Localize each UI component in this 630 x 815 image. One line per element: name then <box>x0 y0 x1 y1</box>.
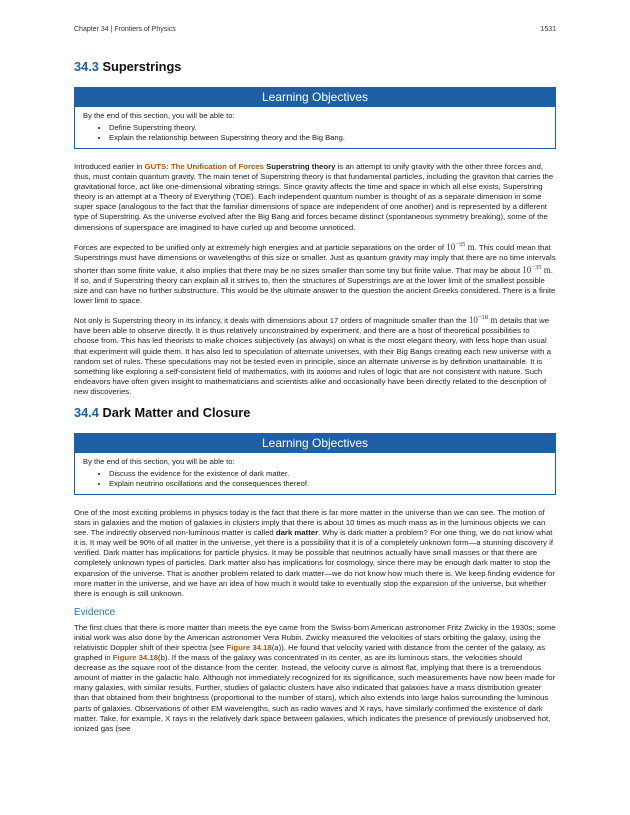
learning-objectives-intro: By the end of this section, you will be able to: <box>83 111 235 120</box>
text-run: Introduced earlier in <box>74 162 145 171</box>
objective-item: • Define Superstring theory. <box>109 123 547 133</box>
section-number: 34.3 <box>74 59 99 74</box>
text-run: Not only is Superstring theory in its infancy, it deals with dimensions about 17 orders of magnitude smaller than the <box>74 316 469 326</box>
paragraph <box>74 240 556 307</box>
math-expression <box>469 315 497 325</box>
math-unit: m <box>467 241 475 252</box>
learning-objectives-intro: By the end of this section, you will be able to: <box>83 456 235 466</box>
learning-objectives-body <box>75 107 555 148</box>
link-figure-34-18[interactable]: Figure 34.18 <box>112 653 159 663</box>
math-base: 10 <box>468 315 478 326</box>
page-number: 1531 <box>540 26 556 33</box>
running-header <box>74 26 556 33</box>
objective-item: • Discuss the evidence for the existence of dark matter. <box>109 469 547 479</box>
paragraph <box>74 313 556 397</box>
paragraph <box>74 623 556 734</box>
objective-item: • Explain the relationship between Superstring theory and the Big Bang. <box>109 133 547 143</box>
math-exponent: −18 <box>477 314 489 322</box>
section-number: 34.4 <box>74 404 99 420</box>
learning-objectives-title: Learning Objectives <box>75 434 555 453</box>
text-run: . This could mean that Superstrings must have dimensions or wavelengths of this size or smaller. Just as quantum gravity may imply that there are no time intervals shorter than some finite value, it also implies that there may be no sizes smaller than some tiny but finite value. That may be about <box>74 242 556 275</box>
objective-item: • Explain neutrino oscillations and the consequences thereof. <box>109 479 547 489</box>
math-unit: m <box>543 264 551 275</box>
text-run: . If so, and if Superstring theory can explain all it strives to, then the structures of Superstrings are at the lower limit of the smallest possible size and can have no further substructure. This would be the ultimate answer to the question the ancient Greeks considered. There is a finite lower limit to space. <box>74 265 556 306</box>
text-run: (b). If the mass of the galaxy was concentrated in its center, as are its luminous stars, the velocities should decrease as the square root of the distance from the center. Instead, the velocity curve is almost flat, implying that there is a tremendous amount of matter in the galactic halo. Although not immediately recognized for its significance, such measurements have now been made for many galaxies, with similar results. Further, studies of galactic clusters have also indicated that galaxies have a mass distribution greater than that obtained from their brightness (proportional to the number of stars), which also extends into large halos surrounding the luminous parts of galaxies. Observations of other EM wavelengths, such as radio waves and X rays, have similarly confirmed the existence of dark matter. Take, for example, X rays in the relatively dark space between galaxies, which indicates the presence of previously unobserved hot, ionized gas (see <box>74 653 556 733</box>
learning-objectives-list <box>83 469 547 489</box>
link-guts-unification[interactable]: GUTS: The Unification of Forces <box>144 162 264 171</box>
learning-objectives-box <box>74 87 556 149</box>
text-run: Forces are expected to be unified only at extremely high energies and at particle separations on the order of <box>74 242 447 252</box>
chapter-title: Chapter 34 | Frontiers of Physics <box>74 26 176 33</box>
term-superstring-theory: Superstring theory <box>263 162 336 171</box>
section-title: Dark Matter and Closure <box>102 404 251 420</box>
math-exponent: −35 <box>455 240 466 248</box>
math-exponent: −35 <box>531 263 542 271</box>
link-figure-34-18[interactable]: Figure 34.18 <box>226 643 272 652</box>
text-run: (a)). He found that velocity varied with distance from the center of the galaxy, as graphed in <box>74 643 546 663</box>
paragraph <box>74 508 556 599</box>
math-expression <box>446 242 474 252</box>
section-heading-superstrings <box>74 58 556 76</box>
learning-objectives-body <box>75 453 555 494</box>
math-base: 10 <box>522 264 532 275</box>
learning-objectives-list <box>83 123 547 143</box>
subheading-evidence: Evidence <box>74 606 116 618</box>
text-run: The first clues that there is more matter than meets the eye came from the Swiss-born American astronomer Fritz Zwicky in the 1930s; some initial work was also done by the American astronomer Vera Rubin. Zwicky measured the velocities of stars orbiting the galaxy, using the relativistic Doppler shift of their spectra (see <box>74 622 556 652</box>
section-heading-dark-matter <box>74 404 556 422</box>
text-run: One of the most exciting problems in physics today is the fact that there is far more matter in the universe than we can see. The motion of stars in galaxies and the motion of galaxies in clusters imply that there is about 10 times as much mass as in the luminous objects we can see. The indirectly observed non-luminous matter is called <box>74 507 546 538</box>
section-title: Superstrings <box>102 59 182 74</box>
math-expression <box>522 265 550 275</box>
main-content <box>74 58 556 741</box>
text-run: details that we have been able to observe directly. It is thus relatively unconstrained by experiment, and there are a host of theoretical possibilities to choose from. This has led theorists to make choices subjectively (as always) on what is the most elegant theory, with less hope than usual that experiment will guide them. It has also led to speculation of alternate universes, with their Big Bangs creating each new universe with a random set of rules. These speculations may not be tested even in principle, since an alternate universe is by definition unattainable. It is something like exploring a self-consistent field of mathematics, with its axioms and rules of logic that are not consistent with nature. Such endeavors have often given insight to mathematicians and scientists alike and occasionally have been directly related to the description of new discoveries. <box>74 316 551 396</box>
learning-objectives-title: Learning Objectives <box>75 88 555 107</box>
paragraph <box>74 162 556 233</box>
learning-objectives-box <box>74 433 556 495</box>
text-run: . Why is dark matter a problem? For one thing, we do not know what it is. It may well be 90% of all matter in the universe, yet there is a possibility that it is of a completely unknown form—a stunning discovery if verified. Dark matter has implications for particle physics. It may be possible that neutrinos actually have small masses or that there are completely unknown types of particles. Dark matter also has implications for cosmology, since there may be enough dark matter to stop the expansion of the universe. That is another problem related to dark matter—we do not know how much there is. We keep finding evidence for more matter in the universe, and we have an idea of how much it would take to eventually stop the expansion of the universe, but whether there is enough is still unknown. <box>74 528 555 598</box>
math-unit: m <box>490 315 498 326</box>
term-dark-matter: dark matter <box>275 528 319 538</box>
text-run: is an attempt to unify gravity with the other three forces and, thus, must contain quantum gravity. The main tenet of Superstring theory is that fundamental particles, including the graviton that carries the gravitational force, act like one-dimensional vibrating strings. Since gravity affects the time and space in which all else exists, Superstring theory is an attempt at a Theory of Everything (TOE). Each independent quantum number is thought of as a separate dimension in some super space (analogous to the fact that the familiar dimensions of space are independent of one another) and is represented by a different type of Superstring. As the universe evolved after the Big Bang and forces became distinct (spontaneous symmetry breaking), some of the dimensions of superspace are imagined to have curled up and become unnoticed. <box>74 162 554 232</box>
math-base: 10 <box>446 241 456 252</box>
